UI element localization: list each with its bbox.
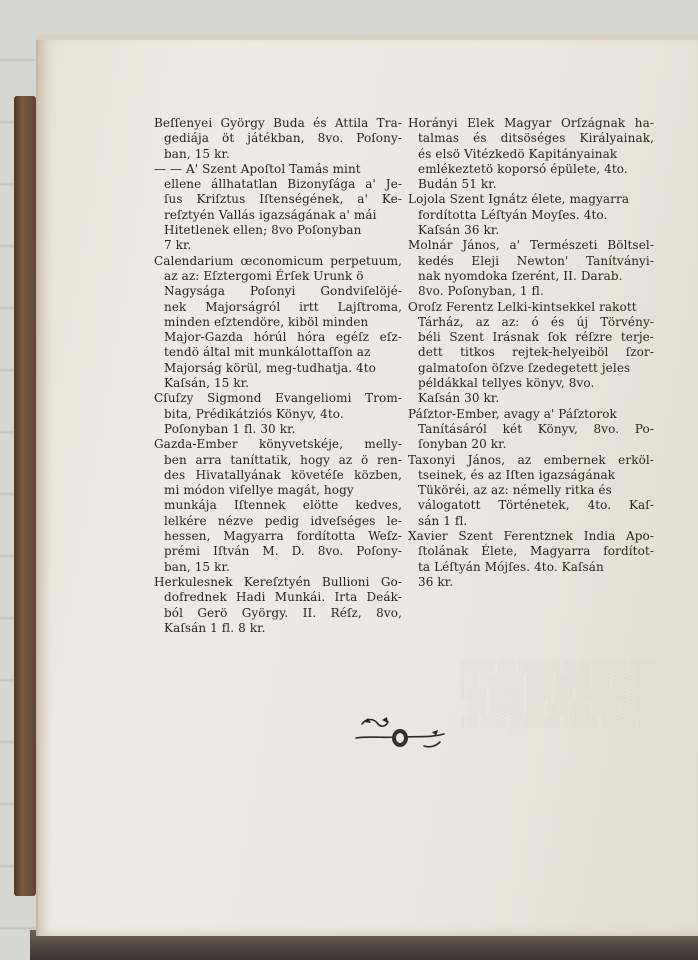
left-text-line: Gazda-Ember könyvetskéje, melly- (154, 437, 402, 452)
right-text-line: dett titkos rejtek-helyeiböl ſzor- (418, 345, 654, 360)
right-text-line: talmas és ditsöséges Királyainak, (418, 131, 654, 146)
right-text-line: ſonyban 20 kr. (418, 437, 507, 452)
left-text-line: Majorság körül, meg-tudhatja. 4to (164, 360, 376, 375)
right-text-line: nak nyomdoka ſzerént, II. Darab. (418, 268, 623, 283)
left-text-line: ban, 15 kr. (164, 146, 230, 161)
right-text-line: Xavier Szent Ferentznek India Apo- (408, 529, 654, 544)
left-text-line: Poſonyban 1 fl. 30 kr. (164, 421, 296, 436)
right-text-line: Oroſz Ferentz Lelki-kintsekkel rakott (408, 299, 637, 314)
right-text-line: tseinek, és az Iſten igazságának (418, 467, 616, 482)
left-text-line: lelkére nézve pedig idveſséges le- (164, 513, 402, 528)
left-text-line: — — A' Szent Apoſtol Tamás mint (154, 161, 361, 176)
book-spine (14, 96, 36, 896)
right-text-line: galmatoſon öſzve ſzedegetett jeles (418, 360, 631, 375)
right-text-line: Taxonyi János, az embernek erköl- (408, 452, 654, 467)
right-text-line: ta Léſtyán Mójſes. 4to. Kaſsán (418, 559, 604, 574)
left-text-line: Nagysága Poſonyi Gondviſelöjé- (164, 284, 402, 299)
right-text-line: kedés Eleji Newton' Tanítványi- (418, 253, 654, 268)
right-text-line: példákkal tellyes könyv, 8vo. (418, 376, 595, 391)
right-text-line: Horányi Elek Magyar Orſzágnak ha- (408, 116, 654, 130)
right-text-line: emlékeztetö koporsó épülete, 4to. (418, 161, 628, 176)
right-text-line: és elsö Vitézkedö Kapitányainak (418, 146, 618, 161)
left-text-line: Beſſenyei György Buda és Attila Tra- (154, 116, 402, 130)
right-text-line: fordította Léſtyán Moyſes. 4to. (418, 207, 608, 222)
right-text-line: ſtolának Élete, Magyarra fordítot- (418, 544, 654, 559)
right-text-line: 8vo. Poſonyban, 1 fl. (418, 284, 544, 299)
right-text-line: Budán 51 kr. (418, 177, 497, 192)
left-text-line: ban, 15 kr. (164, 559, 230, 574)
left-text-line: Herkulesnek Kereſztyén Bullioni Go- (154, 574, 402, 589)
left-text-line: bita, Prédikátziós Könyv, 4to. (164, 406, 344, 421)
left-text-line: ſus Kriſztus Iſtenségének, a' Ke- (164, 192, 402, 207)
left-text-line: Major-Gazda hórúl hóra egéſz eſz- (164, 330, 402, 345)
left-text-line: Calendarium œconomicum perpetuum, (154, 253, 402, 268)
left-text-line: reſztyén Vallás igazságának a' mái (164, 207, 377, 222)
right-text-line: Páſztor-Ember, avagy a' Páſztorok (408, 406, 617, 421)
left-text-line: gediája öt játékban, 8vo. Poſony- (164, 131, 402, 146)
right-text-line: Lojola Szent Ignátz élete, magyarra (408, 192, 630, 207)
right-text-line: 36 kr. (418, 574, 454, 589)
left-text-line: ben arra taníttatik, hogy az ö ren- (164, 452, 402, 467)
left-text-line: 7 kr. (164, 238, 192, 253)
right-column (408, 116, 654, 590)
left-text-line: Hitetlenek ellen; 8vo Poſonyban (164, 223, 362, 238)
left-text-line: prémi Iſtván M. D. 8vo. Poſony- (164, 544, 402, 559)
right-text-line: Molnár János, a' Természeti Böltsel- (408, 238, 654, 253)
left-text-line: minden eſztendöre, kiböl minden (164, 314, 369, 329)
left-text-line: nek Majorságról irtt Lajſtroma, (164, 299, 402, 314)
show-through-text: ░░░ ░░░░ ░░░ ░░░░░ ░░ ░░░░ ░░░░░ ░░ ░░░░ ░░░ ░░░░░ ░░ ░░░ ░░░░░░ ░░ ░░░ ░░░░ ░░░ ░░░░ ░░░ ░░░░░ ░░ ░░░░ ░░ ░░ ░░░░ ░░░░ ░░░░░░ ░░░ ░░ (459, 660, 655, 729)
right-text-line: Tárház, az az: ó és új Törvény- (418, 314, 654, 329)
left-text-line: Kaſsán, 15 kr. (164, 376, 250, 391)
page-top-edge (36, 34, 698, 40)
right-text-line: sán 1 fl. (418, 513, 468, 528)
right-text-line: Kaſsán 36 kr. (418, 223, 500, 238)
right-text-line: válogatott Történetek, 4to. Kaſ- (418, 498, 654, 513)
left-text-line: az az: Eſztergomi Érſek Urunk ö (164, 268, 364, 283)
left-text-line: ellene állhatatlan Bizonyſága a' Je- (164, 177, 402, 192)
left-text-line: mi módon viſellye magát, hogy (164, 483, 354, 498)
left-text-line: Cſuſzy Sigmond Evangeliomi Trom- (154, 391, 402, 406)
left-text-line: des Hivatallyának követéſe közben, (164, 467, 402, 482)
right-text-line: Tanításáról két Könyv, 8vo. Po- (418, 421, 654, 436)
left-column (154, 116, 402, 636)
left-text-line: tendö által mit munkálottaſſon az (164, 345, 371, 360)
left-text-line: ból Gerö György. II. Réſz, 8vo, (164, 605, 402, 620)
left-text-line: hessen, Magyarra fordította Weſz- (164, 529, 402, 544)
left-text-line: Kaſsán 1 fl. 8 kr. (164, 620, 266, 635)
right-text-line: Tüköréi, az az: némelly ritka és (418, 483, 612, 498)
left-text-line: munkája Iſtennek elötte kedves, (164, 498, 402, 513)
left-text-line: dofrednek Hadi Munkái. Irta Deák- (164, 590, 402, 605)
right-text-line: Kaſsán 30 kr. (418, 391, 500, 406)
right-text-line: béli Szent Irásnak ſok réſzre terje- (418, 330, 654, 345)
